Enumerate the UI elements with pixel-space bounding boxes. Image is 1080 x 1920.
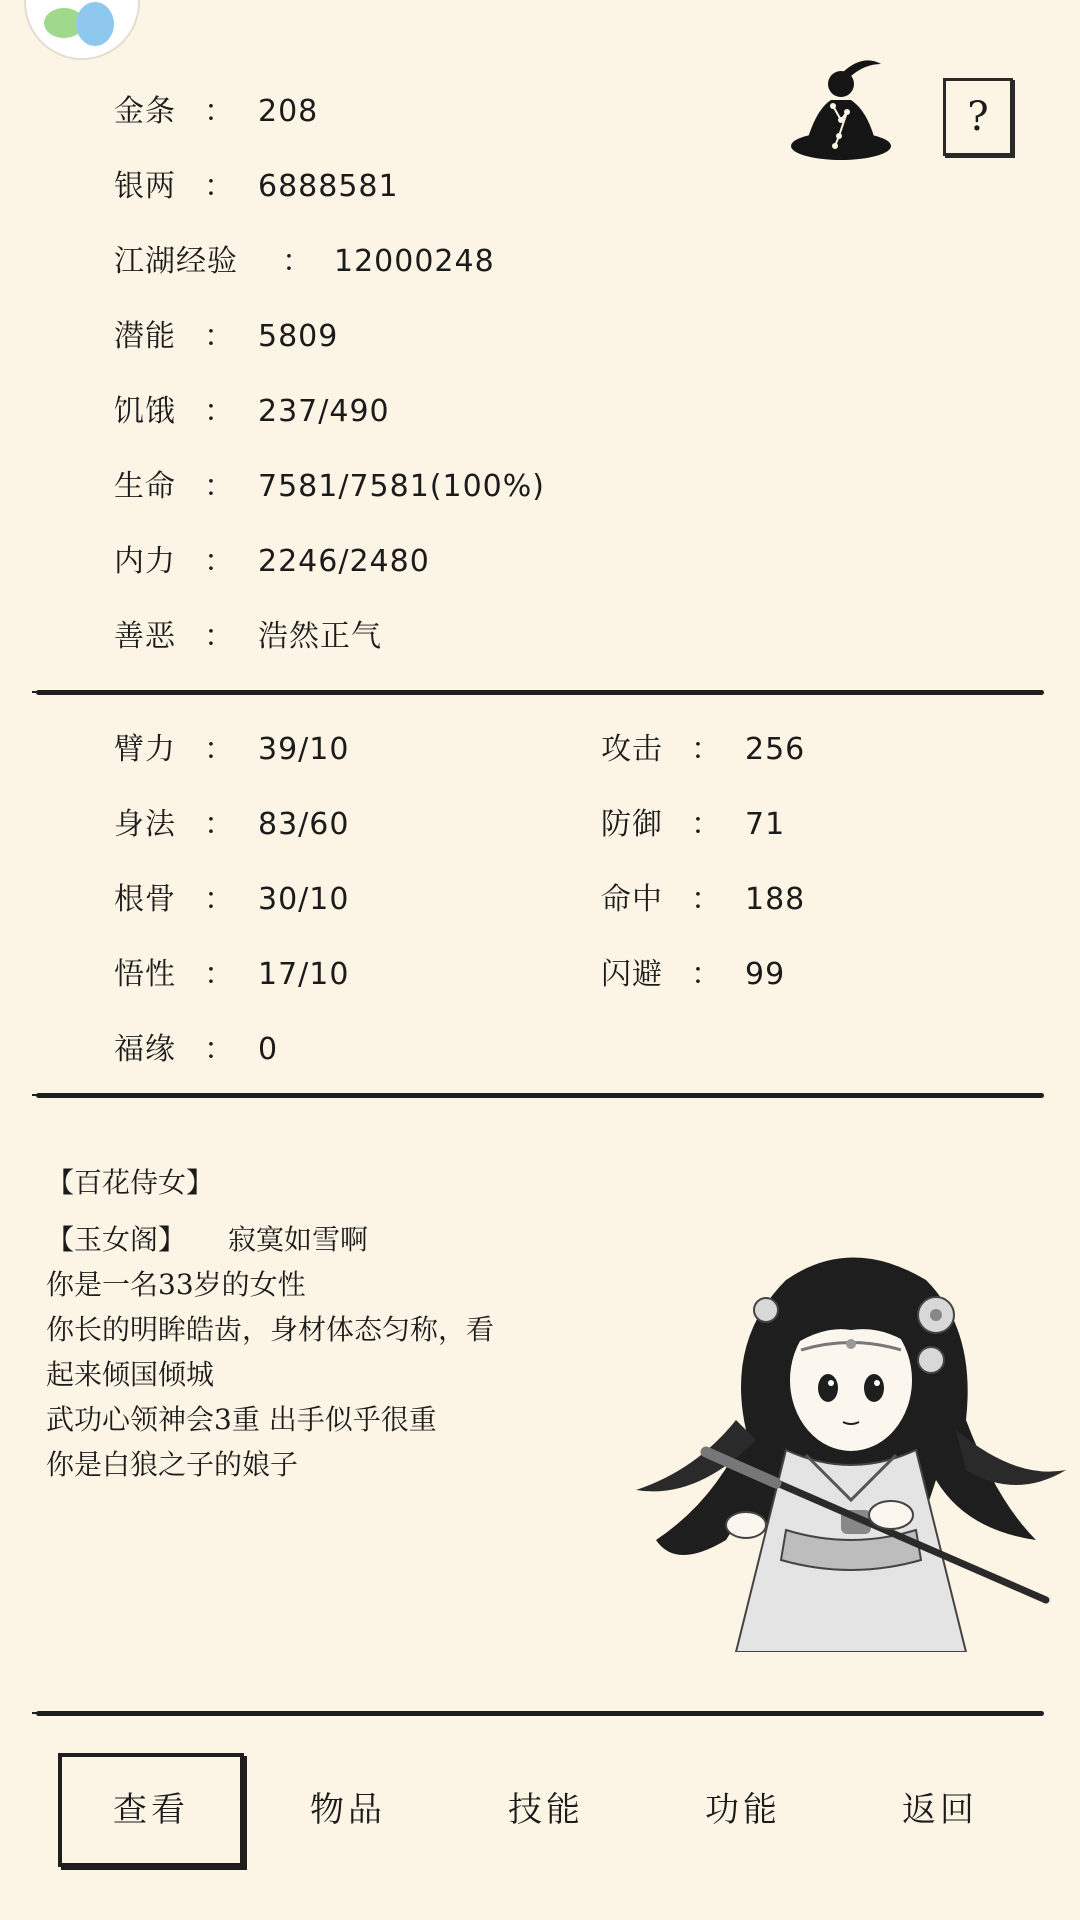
colon: ： [691, 807, 722, 842]
colon: ： [204, 469, 235, 504]
profile-label: 江湖经验 [114, 244, 238, 279]
tab-skills[interactable]: 技能 [508, 1790, 584, 1830]
colon: ： [204, 619, 235, 654]
attr-label: 根骨 [114, 882, 176, 917]
attr-value: 17/10 [258, 957, 350, 992]
colon: ： [204, 807, 235, 842]
colon: ： [204, 544, 235, 579]
profile-value: 237/490 [258, 394, 390, 429]
attr-value: 188 [745, 882, 806, 917]
profile-value: 5809 [258, 319, 339, 354]
bio-sect-line: 【玉女阁】 寂寞如雪啊 [46, 1223, 369, 1256]
profile-label: 潜能 [114, 319, 176, 354]
profile-label: 饥饿 [114, 394, 176, 429]
profile-label: 银两 [114, 169, 176, 204]
section-divider [36, 1093, 1044, 1098]
colon: ： [204, 94, 235, 129]
colon: ： [204, 882, 235, 917]
colon: ： [204, 394, 235, 429]
bio-line: 起来倾国倾城 [46, 1358, 215, 1391]
bottom-nav [0, 1753, 1080, 1873]
attr-value: 71 [745, 807, 786, 842]
colon: ： [204, 169, 235, 204]
colon: ： [691, 882, 722, 917]
app-badge-icon[interactable] [24, 0, 140, 60]
attr-value: 0 [258, 1032, 279, 1067]
attr-label: 闪避 [601, 957, 663, 992]
colon: ： [691, 957, 722, 992]
attr-value: 39/10 [258, 732, 350, 767]
attr-label: 防御 [601, 807, 663, 842]
profile-label: 生命 [114, 469, 176, 504]
attr-label: 攻击 [601, 732, 663, 767]
bio-line: 你长的明眸皓齿，身材体态匀称，看 [46, 1313, 495, 1346]
profile-value: 208 [258, 94, 319, 129]
bio-line: 你是白狼之子的娘子 [46, 1448, 299, 1481]
attr-value: 30/10 [258, 882, 350, 917]
attr-label: 福缘 [114, 1032, 176, 1067]
profile-value: 7581/7581(100%) [258, 469, 545, 504]
profile-value: 6888581 [258, 169, 399, 204]
colon: ： [204, 319, 235, 354]
attr-label: 悟性 [114, 957, 176, 992]
meditating-figure-icon[interactable] [785, 50, 897, 162]
tab-functions[interactable]: 功能 [705, 1790, 781, 1830]
profile-label: 金条 [114, 94, 176, 129]
tab-items[interactable]: 物品 [310, 1790, 386, 1830]
help-button[interactable]: ? [943, 78, 1013, 156]
profile-label: 内力 [114, 544, 176, 579]
attr-label: 命中 [601, 882, 663, 917]
colon: ： [691, 732, 722, 767]
attr-value: 256 [745, 732, 806, 767]
attr-label: 身法 [114, 807, 176, 842]
section-divider [36, 1711, 1044, 1716]
attr-value: 83/60 [258, 807, 350, 842]
profile-value: 2246/2480 [258, 544, 430, 579]
profile-value: 12000248 [334, 244, 495, 279]
profile-label: 善恶 [114, 619, 176, 654]
character-bio [46, 1160, 666, 1487]
bio-title: 【百花侍女】 [46, 1166, 215, 1199]
colon: ： [204, 957, 235, 992]
bio-line: 你是一名33岁的女性 [46, 1268, 306, 1301]
colon: ： [204, 732, 235, 767]
tab-back[interactable]: 返回 [902, 1790, 978, 1830]
section-divider [36, 690, 1044, 695]
attr-value: 99 [745, 957, 786, 992]
attr-label: 臂力 [114, 732, 176, 767]
colon: ： [282, 244, 313, 279]
tab-view[interactable]: 查看 [58, 1753, 244, 1867]
colon: ： [204, 1032, 235, 1067]
character-portrait [636, 1240, 1066, 1652]
profile-value: 浩然正气 [258, 619, 382, 654]
bio-line: 武功心领神会3重 出手似乎很重 [46, 1403, 437, 1436]
